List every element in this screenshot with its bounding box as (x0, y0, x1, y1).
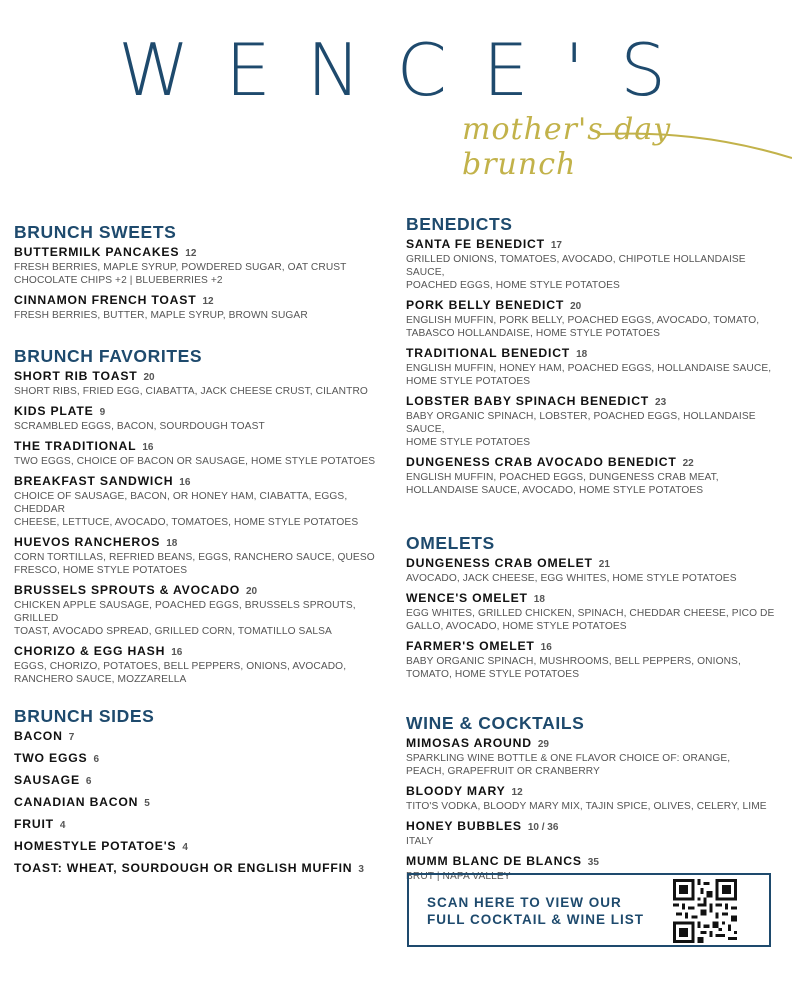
item-name-row (14, 795, 379, 811)
item-name: CHORIZO & EGG HASH (14, 644, 166, 658)
restaurant-logo: WENCE'S (118, 28, 702, 112)
item-price: 12 (202, 296, 214, 307)
item-name: BACON (14, 729, 63, 743)
item-description: CORN TORTILLAS, REFRIED BEANS, EGGS, RANCHERO SAUCE, QUESO FRESCO, HOME STYLE POTATOES (14, 552, 375, 576)
item-price: 5 (144, 798, 150, 809)
item-name: FRUIT (14, 817, 54, 831)
menu-item-farmer-s-omelet (406, 639, 778, 681)
menu-section-brunch-sides (14, 706, 379, 877)
item-price: 16 (179, 477, 191, 488)
menu-item-canadian-bacon (14, 795, 379, 811)
item-name-row (14, 369, 379, 385)
item-name-row (14, 535, 379, 551)
menu-item-sausage (14, 773, 379, 789)
item-price: 3 (358, 864, 364, 875)
section-title: BENEDICTS (406, 214, 513, 234)
item-price: 9 (99, 407, 106, 418)
item-price: 18 (533, 594, 545, 605)
item-name-row (14, 839, 379, 855)
item-name-row (406, 346, 778, 362)
menu-item-traditional-benedict (406, 346, 778, 388)
qr-line-1: SCAN HERE TO VIEW OUR (427, 895, 622, 910)
item-description: AVOCADO, JACK CHEESE, EGG WHITES, HOME STYLE POTATOES (406, 573, 737, 584)
menu-item-brussels-sprouts-avocado (14, 583, 379, 638)
item-name-row (14, 773, 379, 789)
item-name-row (406, 394, 778, 410)
section-title: BRUNCH FAVORITES (14, 346, 203, 366)
item-price: 18 (166, 538, 178, 549)
item-price: 20 (570, 301, 582, 312)
item-name: TRADITIONAL BENEDICT (406, 346, 571, 360)
item-name: SAUSAGE (14, 773, 80, 787)
item-price: 21 (598, 559, 610, 570)
item-name-row (406, 639, 778, 655)
qr-callout-text (427, 894, 644, 928)
item-name: CANADIAN BACON (14, 795, 139, 809)
menu-item-fruit (14, 817, 379, 833)
item-name-row (406, 455, 778, 471)
item-description: ENGLISH MUFFIN, POACHED EGGS, DUNGENESS CRAB MEAT, HOLLANDAISE SAUCE, AVOCADO, HOME STYLE POTATOES (406, 472, 719, 496)
item-description: FRESH BERRIES, BUTTER, MAPLE SYRUP, BROWN SUGAR (14, 310, 308, 321)
menu-item-pork-belly-benedict (406, 298, 778, 340)
item-price: 16 (171, 647, 183, 658)
item-description: EGGS, CHORIZO, POTATOES, BELL PEPPERS, ONIONS, AVOCADO, RANCHERO SAUCE, MOZZARELLA (14, 661, 347, 685)
item-name: HOMESTYLE POTATOE'S (14, 839, 177, 853)
menu-section-wine-cocktails (406, 713, 778, 883)
menu-item-huevos-rancheros (14, 535, 379, 577)
item-name: KIDS PLATE (14, 404, 94, 418)
section-title: OMELETS (406, 533, 495, 553)
item-name: DUNGENESS CRAB AVOCADO BENEDICT (406, 455, 677, 469)
item-price: 12 (185, 248, 197, 259)
item-price: 10 / 36 (527, 822, 559, 833)
menu-item-the-traditional (14, 439, 379, 468)
item-price: 4 (182, 842, 188, 853)
item-price: 16 (540, 642, 552, 653)
item-name: TOAST: WHEAT, SOURDOUGH OR ENGLISH MUFFIN (14, 861, 353, 875)
item-price: 22 (682, 458, 694, 469)
item-description: CHICKEN APPLE SAUSAGE, POACHED EGGS, BRUSSELS SPROUTS, GRILLED TOAST, AVOCADO SPREAD, GRILLED CORN, TOMATILLO SALSA (14, 600, 356, 637)
item-name-row (14, 583, 379, 599)
item-name-row (406, 298, 778, 314)
item-name: WENCE'S OMELET (406, 591, 528, 605)
left-column (14, 222, 379, 883)
item-name-row (406, 591, 778, 607)
menu-item-breakfast-sandwich (14, 474, 379, 529)
menu-section-brunch-favorites (14, 346, 379, 686)
item-description: CHOICE OF SAUSAGE, BACON, OR HONEY HAM, CIABATTA, EGGS, CHEDDAR CHEESE, LETTUCE, AVOCADO, TOMATOES, HOME STYLE POTATOES (14, 491, 359, 528)
item-description: ENGLISH MUFFIN, PORK BELLY, POACHED EGGS, AVOCADO, TOMATO, TABASCO HOLLANDAISE, HOME STYLE POTATOES (406, 315, 760, 339)
item-name-row (406, 237, 778, 253)
item-name-row (406, 556, 778, 572)
item-description: TWO EGGS, CHOICE OF BACON OR SAUSAGE, HOME STYLE POTATOES (14, 456, 376, 467)
item-price: 16 (142, 442, 154, 453)
item-price: 17 (550, 240, 562, 251)
menu-item-bacon (14, 729, 379, 745)
item-name: TWO EGGS (14, 751, 88, 765)
menu-section-brunch-sweets (14, 222, 379, 322)
item-price: 12 (511, 787, 523, 798)
menu-item-lobster-baby-spinach-benedict (406, 394, 778, 449)
item-description: GRILLED ONIONS, TOMATOES, AVOCADO, CHIPOTLE HOLLANDAISE SAUCE, POACHED EGGS, HOME STYLE POTATOES (406, 254, 746, 291)
item-name: DUNGENESS CRAB OMELET (406, 556, 593, 570)
menu-item-dungeness-crab-avocado-benedict (406, 455, 778, 497)
decorative-swoosh (600, 128, 792, 168)
menu-item-wence-s-omelet (406, 591, 778, 633)
item-name: FARMER'S OMELET (406, 639, 535, 653)
item-price: 6 (85, 776, 92, 787)
item-description: BABY ORGANIC SPINACH, MUSHROOMS, BELL PEPPERS, ONIONS, TOMATO, HOME STYLE POTATOES (406, 656, 741, 680)
item-name: HONEY BUBBLES (406, 819, 522, 833)
section-title: BRUNCH SIDES (14, 706, 155, 726)
menu-item-cinnamon-french-toast (14, 293, 379, 322)
item-name-row (406, 819, 778, 835)
item-name: BLOODY MARY (406, 784, 506, 798)
item-description: TITO'S VODKA, BLOODY MARY MIX, TAJIN SPICE, OLIVES, CELERY, LIME (406, 801, 767, 812)
menu-item-dungeness-crab-omelet (406, 556, 778, 585)
item-name: THE TRADITIONAL (14, 439, 137, 453)
item-name-row (14, 861, 379, 877)
item-price: 18 (576, 349, 588, 360)
item-description: ITALY (406, 836, 434, 847)
qr-line-2: FULL COCKTAIL & WINE LIST (427, 912, 644, 927)
item-name: SHORT RIB TOAST (14, 369, 138, 383)
item-name: CINNAMON FRENCH TOAST (14, 293, 197, 307)
item-name: SANTA FE BENEDICT (406, 237, 545, 251)
item-price: 6 (93, 754, 99, 765)
item-price: 20 (143, 372, 155, 383)
item-description: FRESH BERRIES, MAPLE SYRUP, POWDERED SUGAR, OAT CRUST CHOCOLATE CHIPS +2 | BLUEBERRIES +2 (14, 262, 347, 286)
item-name-row (14, 644, 379, 660)
item-description: ENGLISH MUFFIN, HONEY HAM, POACHED EGGS, HOLLANDAISE SAUCE, HOME STYLE POTATOES (406, 363, 772, 387)
item-price: 29 (537, 739, 549, 750)
item-price: 35 (587, 857, 599, 868)
item-name: MIMOSAS AROUND (406, 736, 532, 750)
item-price: 7 (68, 732, 75, 743)
item-description: EGG WHITES, GRILLED CHICKEN, SPINACH, CHEDDAR CHEESE, PICO DE GALLO, AVOCADO, HOME STYLE POTATOES (406, 608, 775, 632)
right-column (406, 214, 778, 889)
item-description: SCRAMBLED EGGS, BACON, SOURDOUGH TOAST (14, 421, 265, 432)
item-price: 23 (655, 397, 667, 408)
menu-item-toast-wheat-sourdough-or-english-muffin (14, 861, 379, 877)
item-name-row (406, 736, 778, 752)
item-name: BREAKFAST SANDWICH (14, 474, 174, 488)
item-name-row (14, 293, 379, 309)
item-description: BRUT | NAPA VALLEY (406, 871, 511, 882)
item-name: BRUSSELS SPROUTS & AVOCADO (14, 583, 240, 597)
item-name-row (14, 751, 379, 767)
section-title: WINE & COCKTAILS (406, 713, 585, 733)
menu-item-kids-plate (14, 404, 379, 433)
menu-item-mimosas-around (406, 736, 778, 778)
section-title: BRUNCH SWEETS (14, 222, 177, 242)
menu-item-short-rib-toast (14, 369, 379, 398)
menu-item-honey-bubbles (406, 819, 778, 848)
item-name: PORK BELLY BENEDICT (406, 298, 565, 312)
menu-section-benedicts (406, 214, 778, 497)
item-price: 20 (245, 586, 258, 597)
item-name: MUMM BLANC DE BLANCS (406, 854, 582, 868)
item-name-row (14, 245, 379, 261)
menu-item-homestyle-potatoe-s (14, 839, 379, 855)
item-name-row (14, 817, 379, 833)
item-description: SHORT RIBS, FRIED EGG, CIABATTA, JACK CHEESE CRUST, CILANTRO (14, 386, 368, 397)
item-name-row (14, 474, 379, 490)
item-name-row (14, 729, 379, 745)
menu-item-santa-fe-benedict (406, 237, 778, 292)
qr-code-icon[interactable] (673, 879, 737, 943)
item-name: LOBSTER BABY SPINACH BENEDICT (406, 394, 650, 408)
menu-item-chorizo-egg-hash (14, 644, 379, 686)
menu-item-two-eggs (14, 751, 379, 767)
menu-item-buttermilk-pancakes (14, 245, 379, 287)
item-name-row (14, 404, 379, 420)
item-name: BUTTERMILK PANCAKES (14, 245, 180, 259)
menu-section-omelets (406, 533, 778, 681)
menu-subtitle: mother's day brunch (462, 112, 672, 182)
item-name: HUEVOS RANCHEROS (14, 535, 161, 549)
item-price: 4 (59, 820, 66, 831)
item-description: BABY ORGANIC SPINACH, LOBSTER, POACHED EGGS, HOLLANDAISE SAUCE, HOME STYLE POTATOES (406, 411, 756, 448)
item-description: SPARKLING WINE BOTTLE & ONE FLAVOR CHOICE OF: ORANGE, PEACH, GRAPEFRUIT OR CRANBERRY (406, 753, 731, 777)
item-name-row (406, 784, 778, 800)
qr-callout (407, 873, 771, 947)
menu-item-bloody-mary (406, 784, 778, 813)
item-name-row (14, 439, 379, 455)
item-name-row (406, 854, 778, 870)
